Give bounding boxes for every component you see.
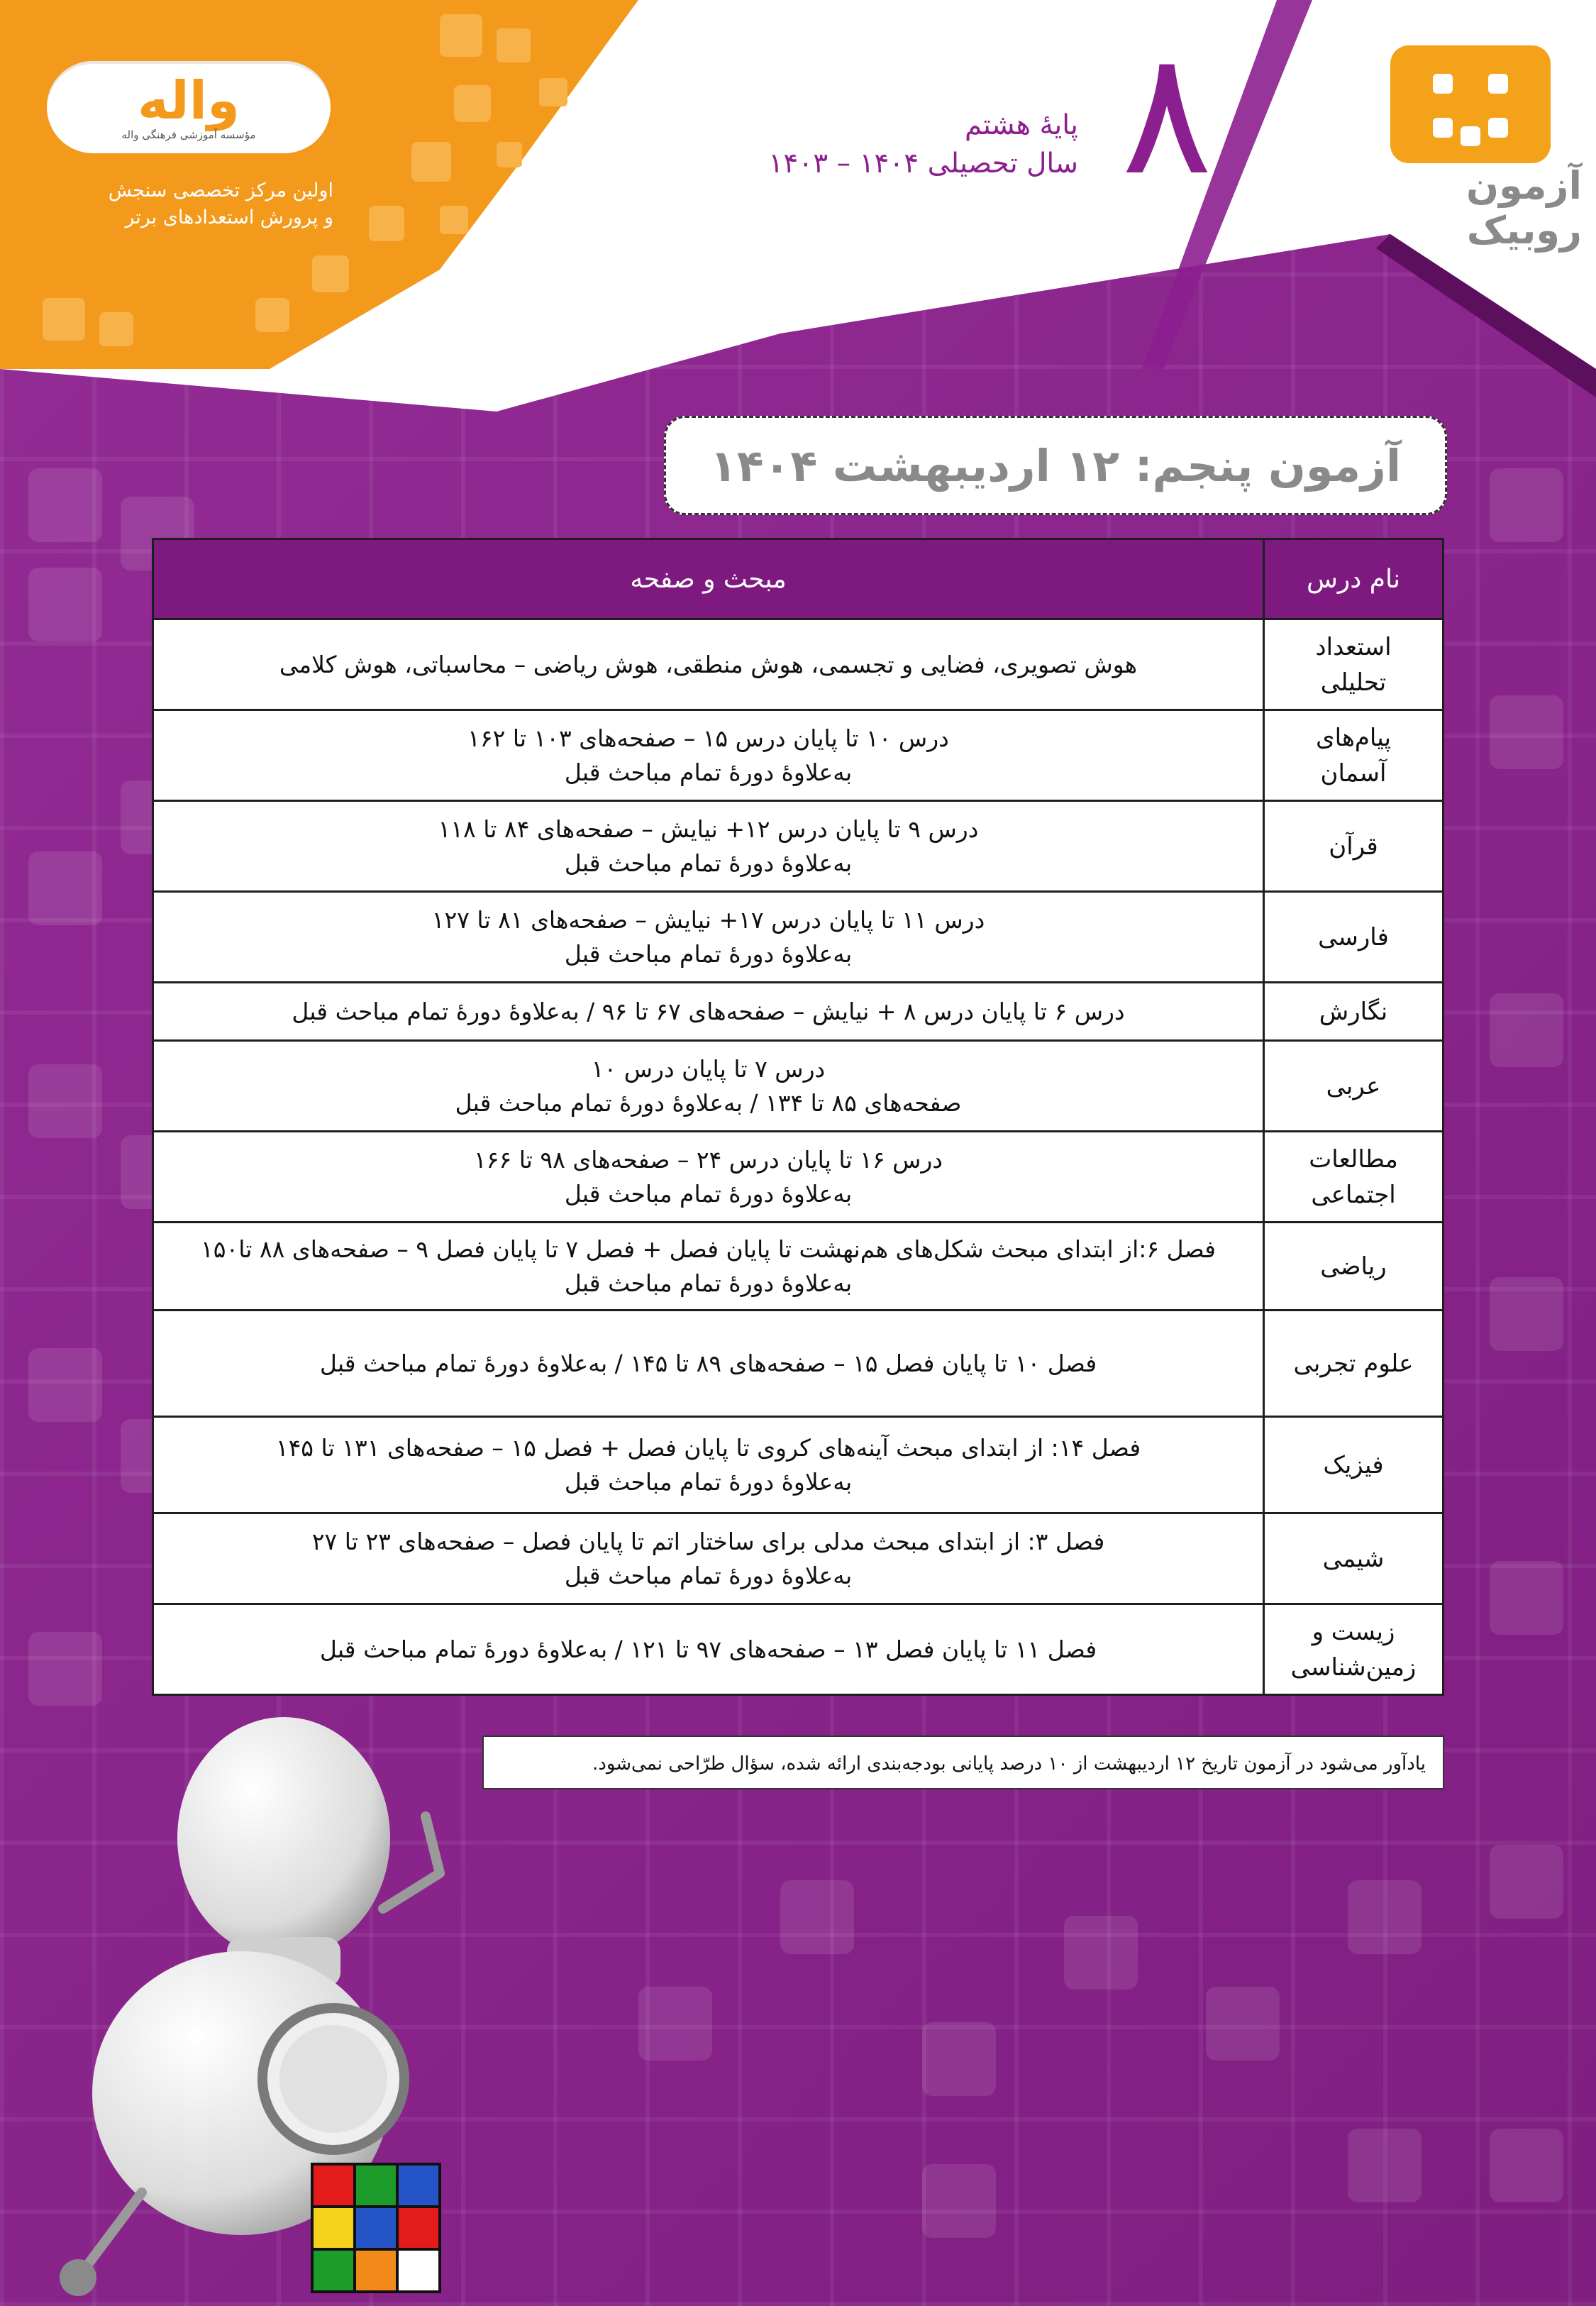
topic-text: درس ۷ تا پایان درس ۱۰ xyxy=(591,1054,826,1083)
subject-text: علوم تجربی xyxy=(1293,1349,1414,1378)
header-subject: نام درس xyxy=(1264,539,1443,619)
grade-label: پایهٔ هشتم xyxy=(965,109,1078,141)
brand-logo-text: واله xyxy=(137,70,240,131)
topic-text: صفحه‌های ۸۵ تا ۱۳۴ / به‌علاوهٔ دورهٔ تمام مباحث قبل xyxy=(455,1088,962,1117)
subject-cell xyxy=(1264,892,1443,983)
background-tile xyxy=(28,1064,102,1138)
grade-info xyxy=(716,106,1078,183)
subject-text: ریاضی xyxy=(1320,1252,1387,1281)
background-tile xyxy=(28,1632,102,1706)
brand-tagline-line1: اولین مرکز تخصصی سنجش xyxy=(108,180,333,202)
brand-logo-badge xyxy=(47,61,331,153)
topic-cell xyxy=(153,1041,1264,1132)
brand-tagline-line2: و پرورش استعدادهای برتر xyxy=(125,206,333,228)
subject-text: فارسی xyxy=(1318,922,1389,951)
topic-text: فصل ۱۱ تا پایان فصل ۱۳ – صفحه‌های ۹۷ تا ۱۲۱ / به‌علاوهٔ دورهٔ تمام مباحث قبل xyxy=(319,1635,1097,1663)
table-body xyxy=(153,619,1443,1695)
header-topic: مبحث و صفحه xyxy=(153,539,1264,619)
topic-text: به‌علاوهٔ دورهٔ تمام مباحث قبل xyxy=(564,1269,853,1297)
subject-cell xyxy=(1264,1604,1443,1695)
table-row xyxy=(153,1223,1443,1311)
exam-title: آزمون پنجم: ۱۲ اردیبهشت ۱۴۰۴ xyxy=(709,439,1402,492)
topic-text: فصل ۶:از ابتدای مبحث شکل‌های هم‌نهشت تا پایان فصل + فصل ۷ تا پایان فصل ۹ – صفحه‌های ۸۸ تا۱۵۰ xyxy=(201,1235,1216,1263)
subject-text: زیست و xyxy=(1312,1617,1395,1646)
topic-cell xyxy=(153,983,1264,1041)
background-tile xyxy=(780,1880,854,1954)
subject-cell xyxy=(1264,1513,1443,1604)
background-tile xyxy=(28,568,102,641)
syllabus-table xyxy=(152,538,1444,1696)
table-row xyxy=(153,892,1443,983)
subject-cell xyxy=(1264,1223,1443,1311)
topic-text: به‌علاوهٔ دورهٔ تمام مباحث قبل xyxy=(564,1179,853,1208)
background-tile xyxy=(1490,1845,1563,1919)
subject-text: قرآن xyxy=(1329,832,1378,861)
table-row xyxy=(153,1132,1443,1223)
subject-cell xyxy=(1264,619,1443,710)
topic-text: فصل ۱۰ تا پایان فصل ۱۵ – صفحه‌های ۸۹ تا ۱۴۵ / به‌علاوهٔ دورهٔ تمام مباحث قبل xyxy=(319,1349,1097,1377)
subject-cell xyxy=(1264,801,1443,892)
background-tile xyxy=(1490,2129,1563,2202)
topic-cell xyxy=(153,801,1264,892)
academic-year: سال تحصیلی ۱۴۰۴ – ۱۴۰۳ xyxy=(768,148,1078,180)
background-tile xyxy=(1064,1916,1138,1990)
subject-text: فیزیک xyxy=(1323,1450,1384,1479)
subject-text: اجتماعی xyxy=(1311,1180,1396,1209)
background-tile xyxy=(1490,468,1563,542)
subject-text: استعداد xyxy=(1315,632,1392,661)
topic-cell xyxy=(153,1513,1264,1604)
subject-cell xyxy=(1264,1132,1443,1223)
topic-text: فصل ۱۴: از ابتدای مبحث آینه‌های کروی تا پایان فصل + فصل ۱۵ – صفحه‌های ۱۳۱ تا ۱۴۵ xyxy=(275,1433,1141,1462)
table-row xyxy=(153,619,1443,710)
topic-text: درس ۹ تا پایان درس ۱۲+ نیایش – صفحه‌های ۸۴ تا ۱۱۸ xyxy=(438,815,979,843)
subject-text: تحلیلی xyxy=(1320,668,1387,697)
robot-illustration xyxy=(57,1696,553,2306)
table-row xyxy=(153,983,1443,1041)
exam-brand-name: آزمون روبیک xyxy=(1466,163,1582,253)
subject-text: پیام‌های xyxy=(1315,723,1392,752)
topic-cell xyxy=(153,1132,1264,1223)
subject-cell xyxy=(1264,983,1443,1041)
topic-cell xyxy=(153,1223,1264,1311)
brand-tagline xyxy=(50,177,333,231)
table-header-row xyxy=(153,539,1443,619)
topic-text: به‌علاوهٔ دورهٔ تمام مباحث قبل xyxy=(564,849,853,877)
table-row xyxy=(153,801,1443,892)
topic-cell xyxy=(153,1311,1264,1417)
background-tile xyxy=(28,1348,102,1422)
rubik-logo-icon xyxy=(1390,45,1551,163)
topic-cell xyxy=(153,1417,1264,1513)
topic-text: به‌علاوهٔ دورهٔ تمام مباحث قبل xyxy=(564,758,853,786)
background-tile xyxy=(1206,1987,1280,2060)
grade-number: ۸ xyxy=(1121,14,1213,213)
brand-logo-subtitle: مؤسسه آموزشی فرهنگی واله xyxy=(121,128,256,141)
table-row xyxy=(153,1417,1443,1513)
subject-text: زمین‌شناسی xyxy=(1290,1653,1417,1682)
background-tile xyxy=(1490,1561,1563,1635)
subject-cell xyxy=(1264,710,1443,801)
exam-title-box xyxy=(664,416,1447,515)
background-tile xyxy=(28,468,102,542)
subject-cell xyxy=(1264,1417,1443,1513)
subject-text: عربی xyxy=(1326,1071,1381,1100)
topic-text: به‌علاوهٔ دورهٔ تمام مباحث قبل xyxy=(564,939,853,968)
topic-text: درس ۱۶ تا پایان درس ۲۴ – صفحه‌های ۹۸ تا ۱۶۶ xyxy=(474,1145,943,1174)
background-tile xyxy=(1490,1277,1563,1351)
background-tile xyxy=(1490,993,1563,1067)
topic-cell xyxy=(153,619,1264,710)
background-tile xyxy=(922,2164,996,2238)
topic-cell xyxy=(153,710,1264,801)
topic-text: درس ۱۱ تا پایان درس ۱۷+ نیایش – صفحه‌های ۸۱ تا ۱۲۷ xyxy=(431,905,985,934)
table-row xyxy=(153,1311,1443,1417)
topic-text: به‌علاوهٔ دورهٔ تمام مباحث قبل xyxy=(564,1467,853,1496)
subject-text: آسمان xyxy=(1320,758,1387,788)
table-row xyxy=(153,1604,1443,1695)
background-tile xyxy=(922,2022,996,2096)
background-tile xyxy=(1490,695,1563,769)
topic-cell xyxy=(153,892,1264,983)
topic-cell xyxy=(153,1604,1264,1695)
subject-cell xyxy=(1264,1311,1443,1417)
background-tile xyxy=(28,851,102,925)
background-tile xyxy=(1348,2129,1422,2202)
background-tile xyxy=(1348,1880,1422,1954)
topic-text: به‌علاوهٔ دورهٔ تمام مباحث قبل xyxy=(564,1561,853,1589)
subject-text: مطالعات xyxy=(1309,1144,1398,1174)
subject-text: نگارش xyxy=(1319,997,1388,1026)
table-row xyxy=(153,710,1443,801)
background-tile xyxy=(638,1987,712,2060)
subject-text: شیمی xyxy=(1322,1544,1385,1573)
table-row xyxy=(153,1513,1443,1604)
subject-cell xyxy=(1264,1041,1443,1132)
rubik-cube xyxy=(312,2164,440,2292)
table-row xyxy=(153,1041,1443,1132)
topic-text: درس ۶ تا پایان درس ۸ + نیایش – صفحه‌های ۶۷ تا ۹۶ / به‌علاوهٔ دورهٔ تمام مباحث قبل xyxy=(292,997,1125,1025)
topic-text: هوش تصویری، فضایی و تجسمی، هوش منطقی، هوش ریاضی – محاسباتی، هوش کلامی xyxy=(279,650,1138,678)
topic-text: درس ۱۰ تا پایان درس ۱۵ – صفحه‌های ۱۰۳ تا ۱۶۲ xyxy=(467,724,949,752)
topic-text: فصل ۳: از ابتدای مبحث مدلی برای ساختار اتم تا پایان فصل – صفحه‌های ۲۳ تا ۲۷ xyxy=(311,1527,1105,1555)
footer-note: یادآور می‌شود در آزمون تاریخ ۱۲ اردیبهشت از ۱۰ درصد پایانی بودجه‌بندی ارائه شده، سؤال طرّاحی نمی‌شود. xyxy=(482,1736,1444,1789)
